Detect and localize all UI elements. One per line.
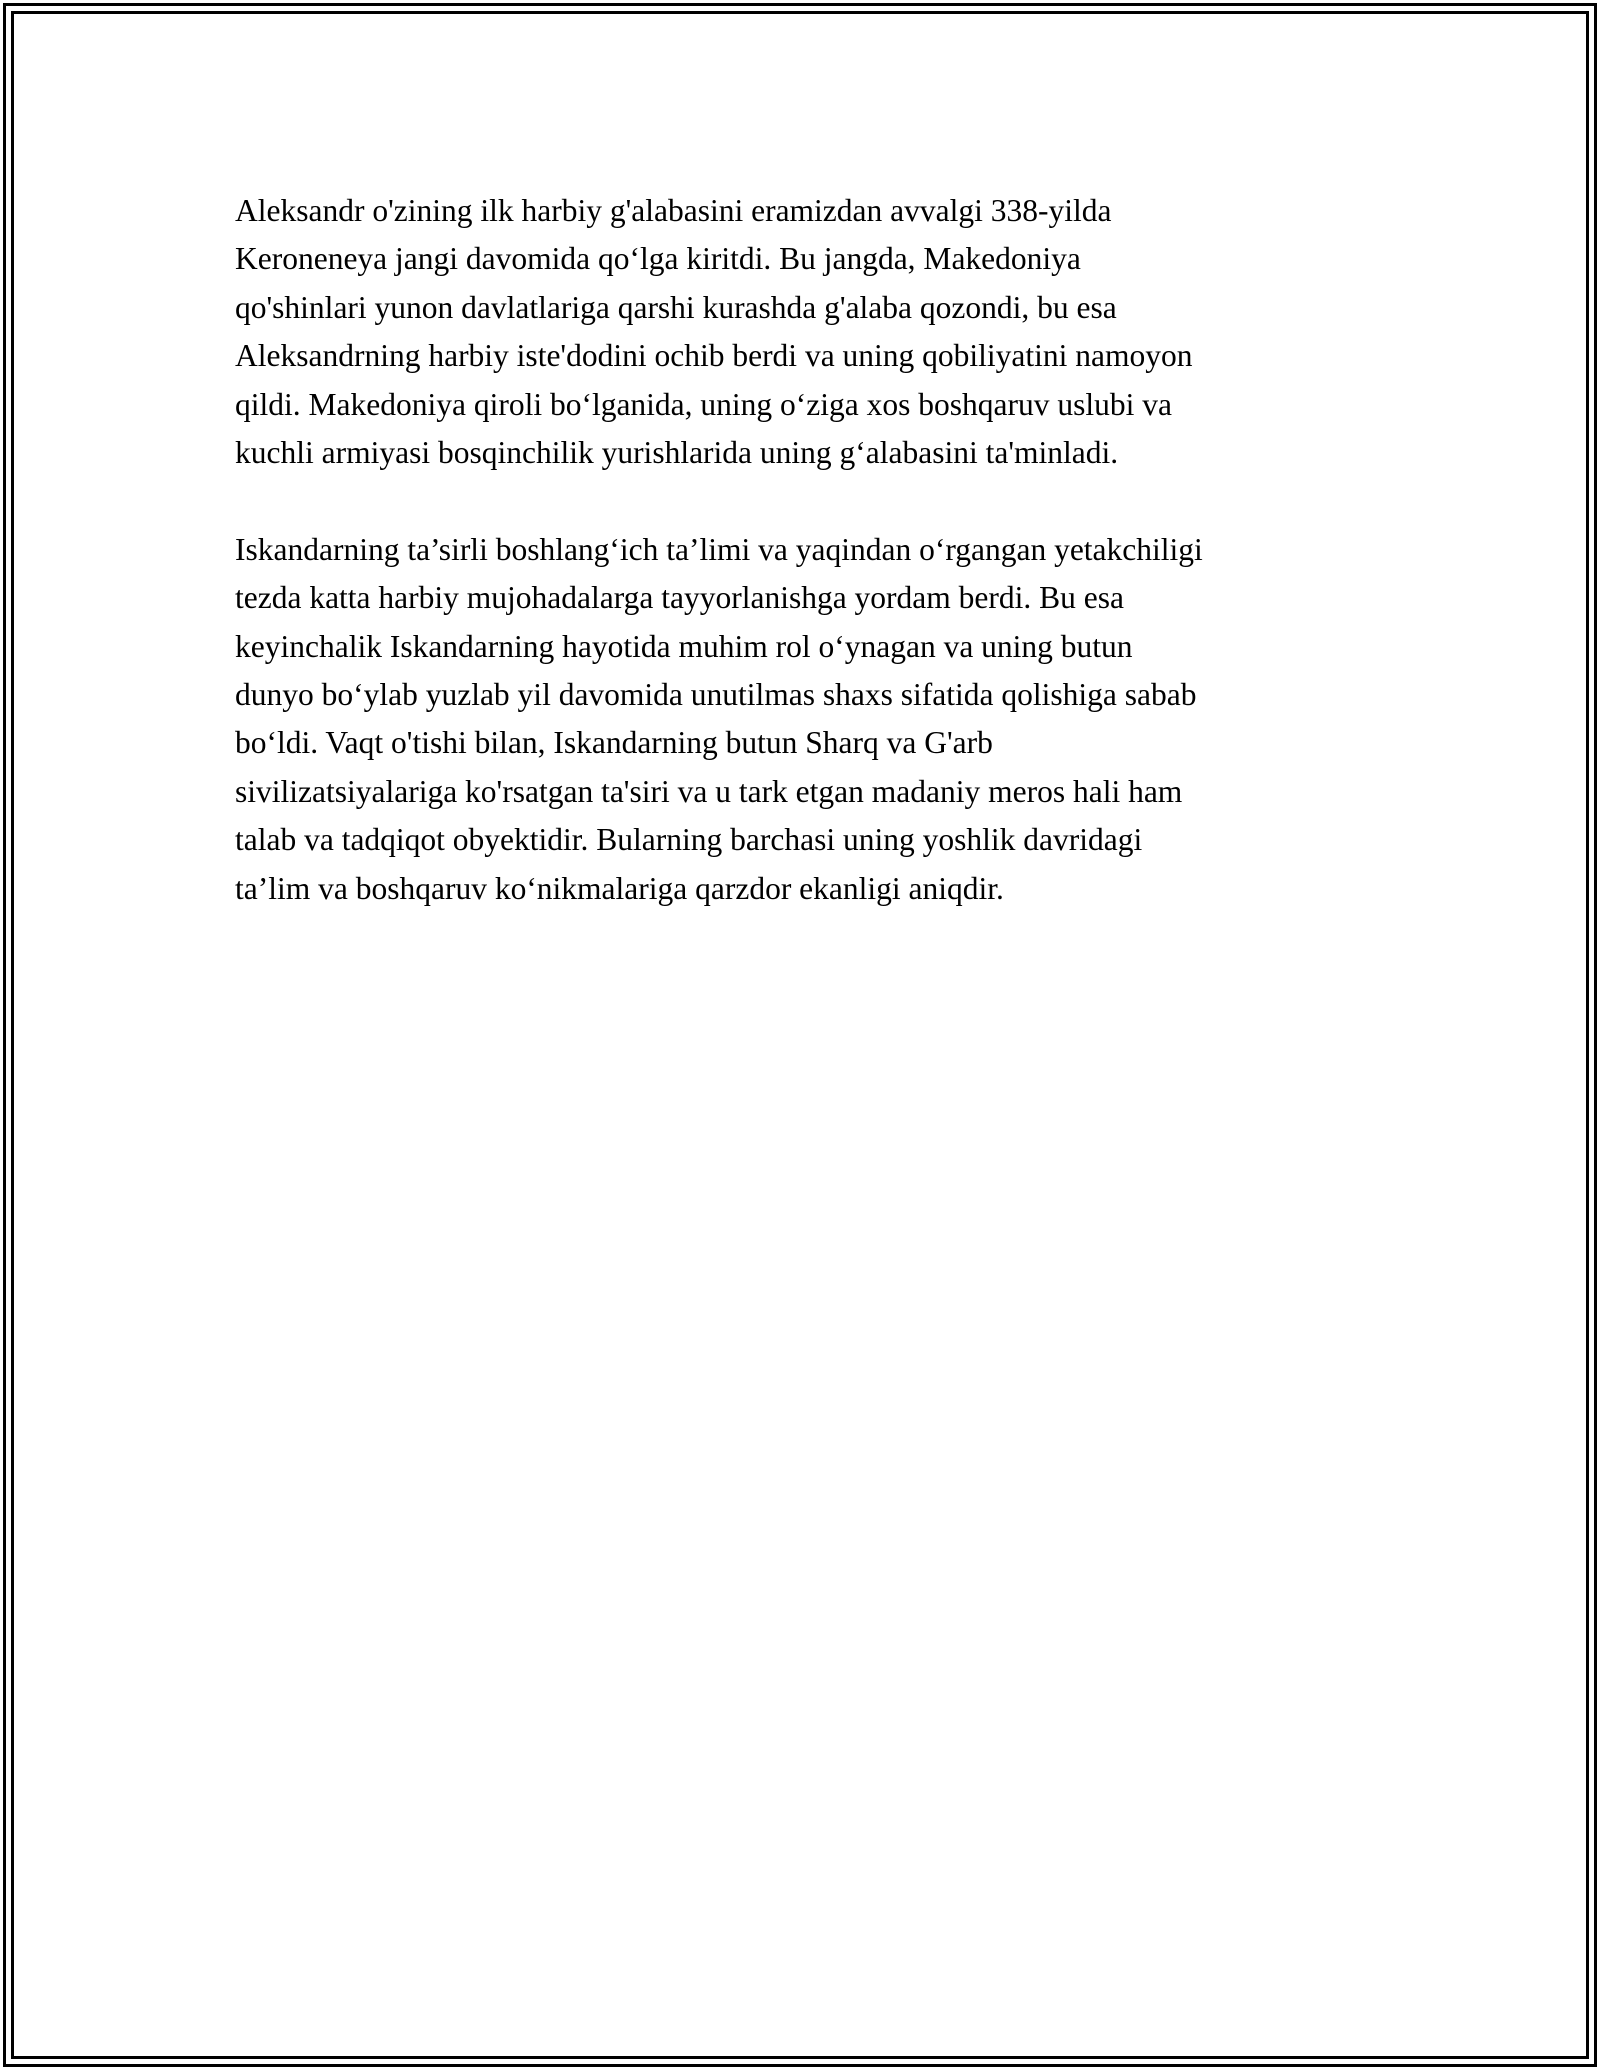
text-line: talab va tadqiqot obyektidir. Bularning barchasi uning yoshlik davridagi bbox=[235, 822, 1143, 858]
text-line: Iskandarning ta’sirli boshlangʻich ta’limi va yaqindan oʻrgangan yetakchiligi bbox=[235, 531, 1203, 567]
text-line: qo'shinlari yunon davlatlariga qarshi kurashda g'alaba qozondi, bu esa bbox=[235, 289, 1117, 325]
text-line: tezda katta harbiy mujohadalarga tayyorlanishga yordam berdi. Bu esa bbox=[235, 580, 1124, 616]
text-line: Keroneneya jangi davomida qoʻlga kiritdi. Bu jangda, Makedoniya bbox=[235, 241, 1081, 277]
paragraph-2 bbox=[235, 526, 1375, 913]
text-line: ta’lim va boshqaruv koʻnikmalariga qarzdor ekanligi aniqdir. bbox=[235, 870, 1004, 906]
paragraph-1 bbox=[235, 187, 1375, 477]
text-line: boʻldi. Vaqt o'tishi bilan, Iskandarning butun Sharq va G'arb bbox=[235, 725, 993, 761]
document-body bbox=[235, 187, 1375, 913]
text-line: keyinchalik Iskandarning hayotida muhim rol oʻynagan va uning butun bbox=[235, 628, 1133, 664]
text-line: kuchli armiyasi bosqinchilik yurishlarida uning gʻalabasini ta'minladi. bbox=[235, 435, 1119, 471]
text-line: sivilizatsiyalariga ko'rsatgan ta'siri va u tark etgan madaniy meros hali ham bbox=[235, 773, 1183, 809]
text-line: dunyo boʻylab yuzlab yil davomida unutilmas shaxs sifatida qolishiga sabab bbox=[235, 677, 1197, 713]
text-line: qildi. Makedoniya qiroli boʻlganida, uning oʻziga xos boshqaruv uslubi va bbox=[235, 386, 1172, 422]
text-line: Aleksandrning harbiy iste'dodini ochib berdi va uning qobiliyatini namoyon bbox=[235, 338, 1193, 374]
text-line: Aleksandr o'zining ilk harbiy g'alabasini eramizdan avvalgi 338-yilda bbox=[235, 193, 1112, 228]
